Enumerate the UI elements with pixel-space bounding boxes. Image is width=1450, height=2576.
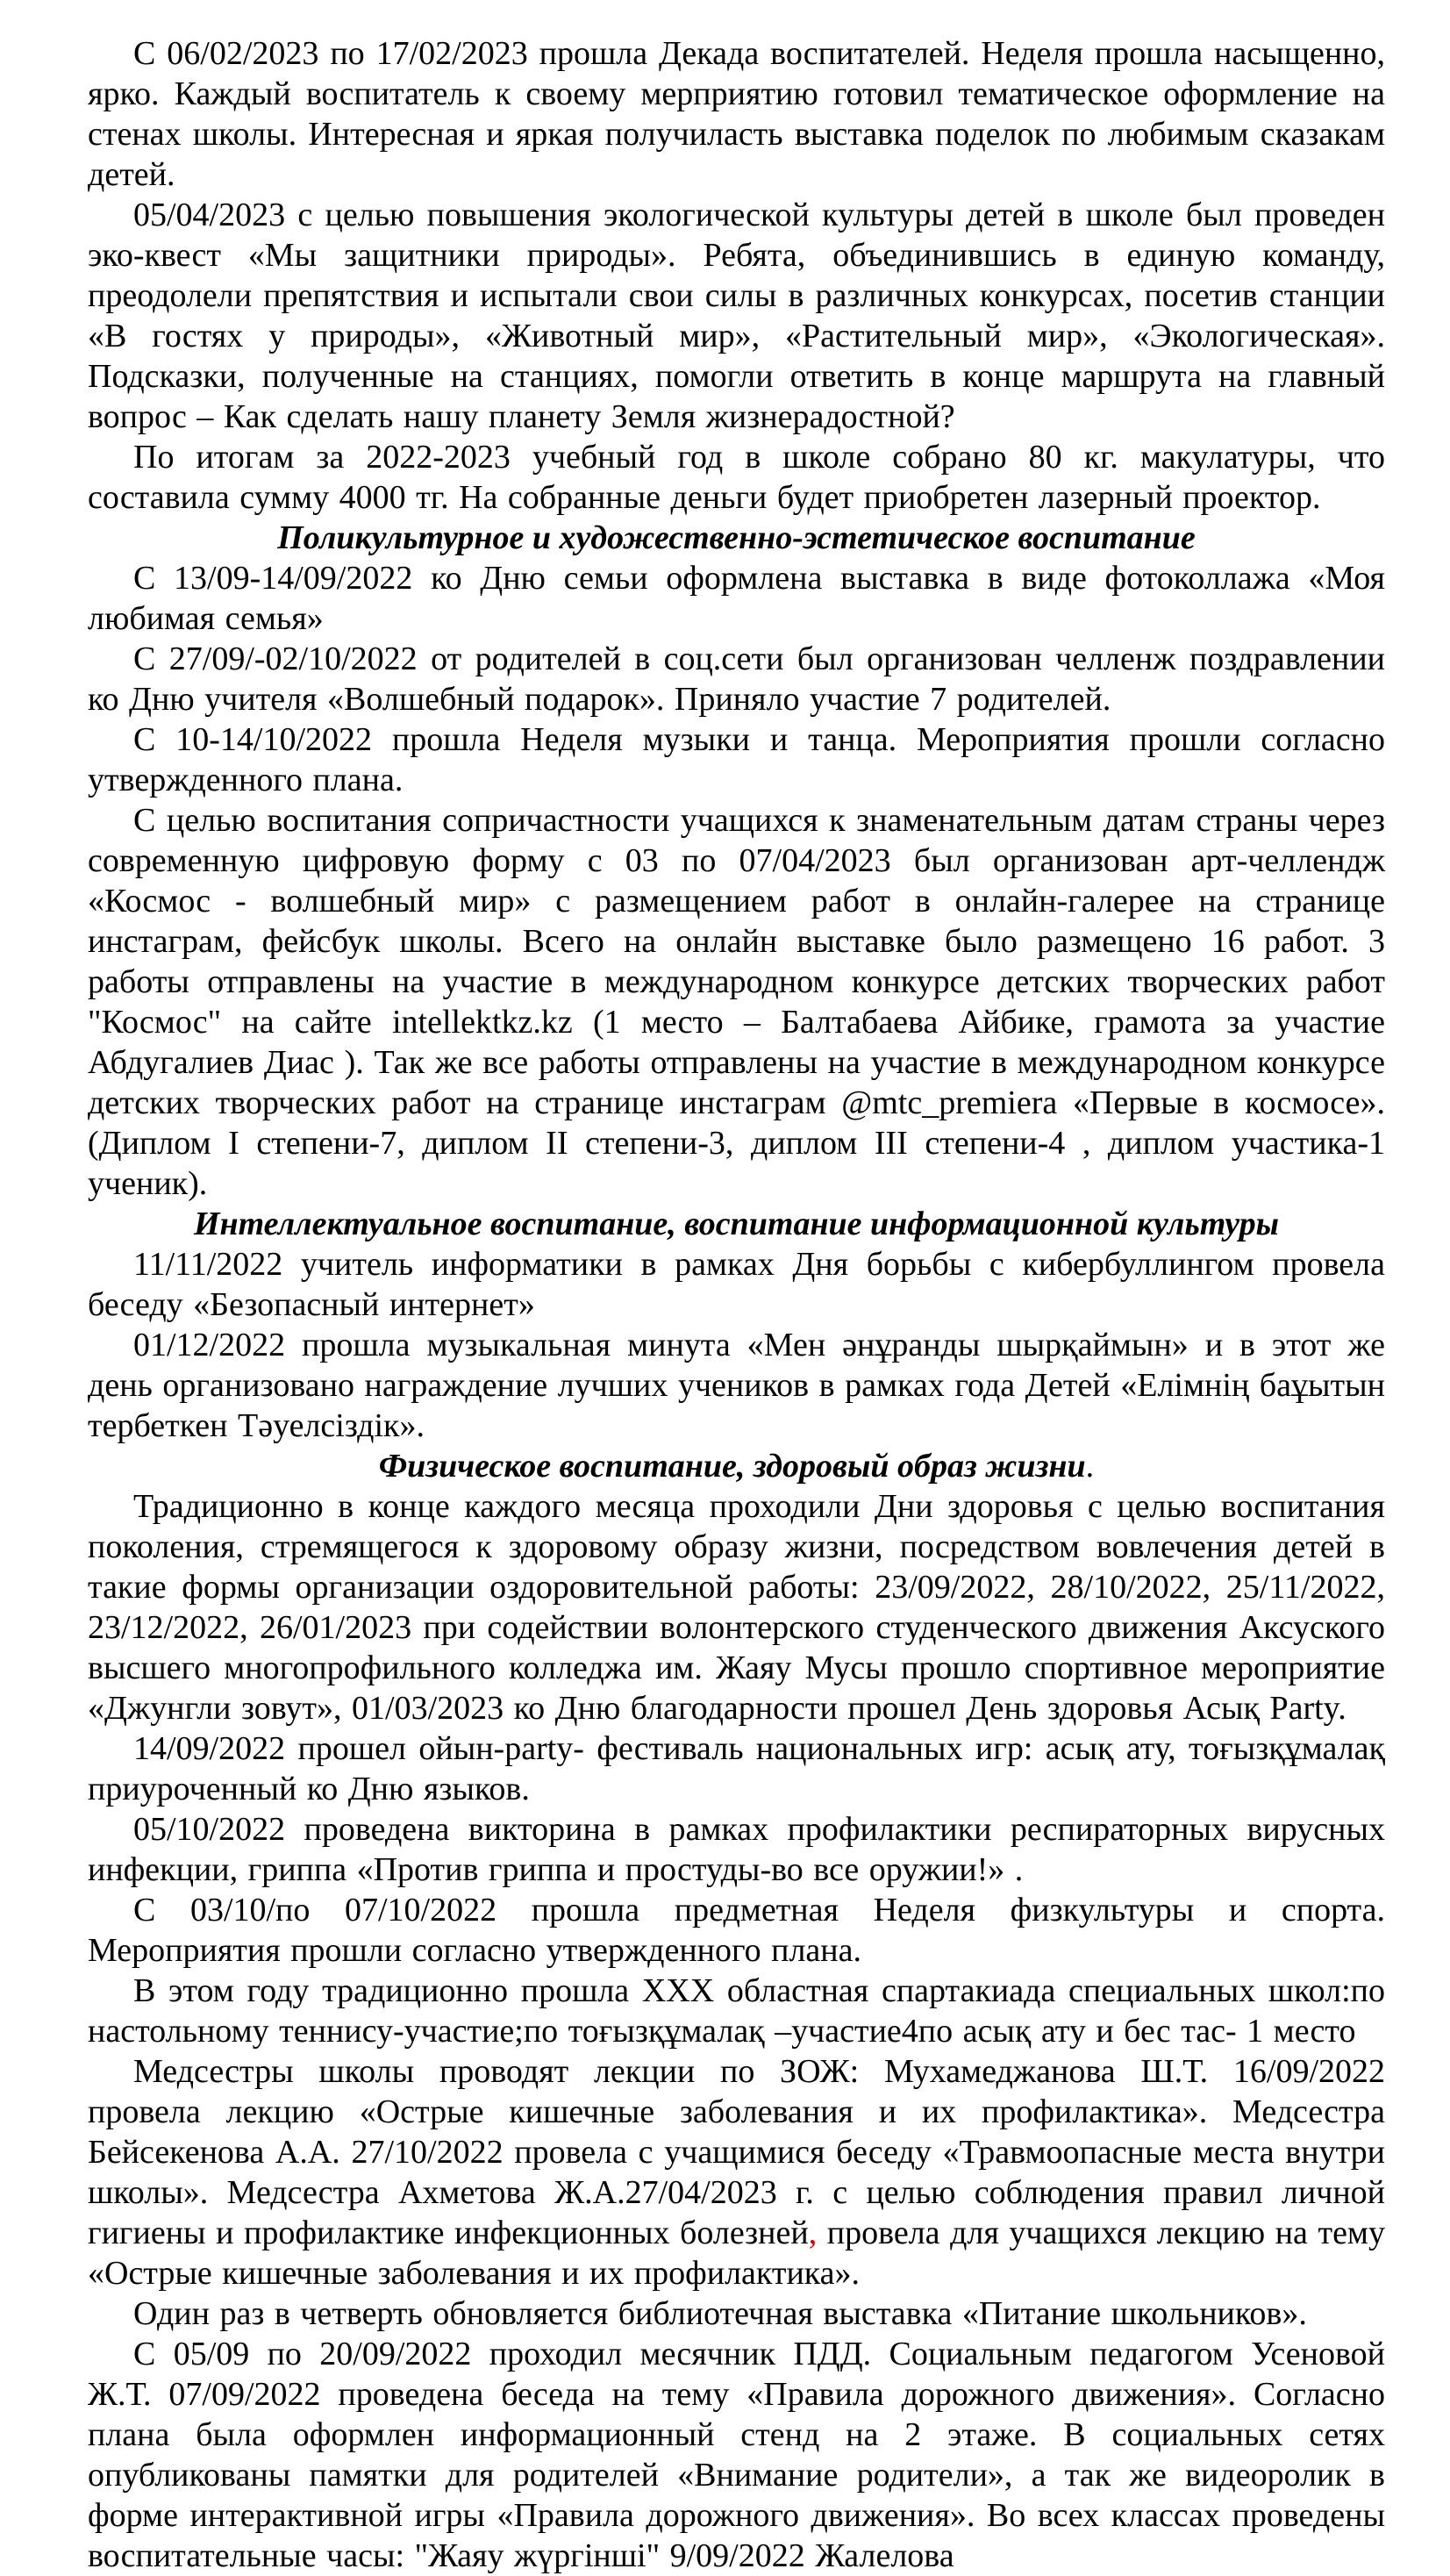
- section-heading-polycultural: Поликультурное и художественно-эстетическое воспитание: [277, 519, 1196, 556]
- paragraph-spartakiad: В этом году традиционно прошла XXX областная спартакиада специальных школ:по настольному теннису-участие;по тоғызқұмалақ –участие4по асық ату и бес тас- 1 место: [88, 1972, 1385, 2050]
- paragraph-health-days: Традиционно в конце каждого месяца проходили Дни здоровья с целью воспитания поколения, стремящегося к здоровому образу жизни, посредством вовлечения детей в такие формы организации оздоровительной работы: 23/09/2022, 28/10/2022, 25/11/2022, 23/12/2022, 26/01/2023 при содействии волонтерского студенческого движения Аксуского высшего многопрофильного колледжа им. Жаяу Мусы прошло спортивное мероприятие «Джунгли зовут», 01/03/2023 ко Дню благодарности прошел День здоровья Асық Party.: [88, 1488, 1385, 1727]
- paragraph-school-nurses: [88, 2051, 1385, 2293]
- paragraph-teachers-day-challenge: С 27/09/-02/10/2022 от родителей в соц.сети был организован челленж поздравлении ко Дню учителя «Волшебный подарок». Приняло участие 7 родителей.: [88, 640, 1385, 718]
- paragraph-music-dance-week: С 10-14/10/2022 прошла Неделя музыки и танца. Мероприятия прошли согласно утвержденного плана.: [88, 721, 1385, 798]
- nurses-text-part1: Медсестры школы проводят лекции по ЗОЖ: Мухамеджанова Ш.Т. 16/09/2022 провела лекцию «Острые кишечные заболевания и их профилактика». Медсестра Бейсекенова А.А. 27/10/2022 провела с учащимися беседу «Травмоопасные места внутри школы». Медсестра Ахметова Ж.А.27/04/2023 г. с целью соблюдения правил личной гигиены и профилактике инфекционных болезней: [88, 2053, 1385, 2251]
- section-heading-physical: [88, 1446, 1385, 1486]
- heading-physical-period: .: [1085, 1448, 1095, 1485]
- paragraph-cyberbullying-talk: 11/11/2022 учитель информатики в рамках Дня борьбы с кибербуллингом провела беседу «Безопасный интернет»: [88, 1246, 1385, 1323]
- paragraph-flu-quiz: 05/10/2022 проведена викторина в рамках профилактики респираторных вирусных инфекции, гриппа «Против гриппа и простуды-во все оружии!» .: [88, 1811, 1385, 1888]
- paragraph-oiyn-party-festival: 14/09/2022 прошел ойын-party- фестиваль национальных игр: асық ату, тоғызқұмалақ приуроченный ко Дню языков.: [88, 1730, 1385, 1807]
- paragraph-pe-week: С 03/10/по 07/10/2022 прошла предметная Неделя физкультуры и спорта. Мероприятия прошли согласно утвержденного плана.: [88, 1892, 1385, 1969]
- paragraph-library-exhibit: Один раз в четверть обновляется библиотечная выставка «Питание школьников».: [133, 2295, 1307, 2332]
- paragraph-recycling-results: По итогам за 2022-2023 учебный год в школе собрано 80 кг. макулатуры, что составила сумму 4000 тг. На собранные деньги будет приобретен лазерный проектор.: [88, 439, 1385, 516]
- section-heading-intellectual: Интеллектуальное воспитание, воспитание информационной культуры: [193, 1206, 1280, 1242]
- red-comma: ,: [808, 2215, 818, 2251]
- paragraph-eco-quest: 05/04/2023 с целью повышения экологической культуры детей в школе был проведен эко-квест «Мы защитники природы». Ребята, объединившись в единую команду, преодолели препятствия и испытали свои силы в различных конкурсах, посетив станции «В гостях у природы», «Животный мир», «Растительный мир», «Экологическая». Подсказки, полученные на станциях, помогли ответить в конце маршрута на главный вопрос – Как сделать нашу планету Земля жизнерадостной?: [88, 197, 1385, 435]
- paragraph-family-day-collage: С 13/09-14/09/2022 ко Дню семьи оформлена выставка в виде фотоколлажа «Моя любимая семья»: [88, 560, 1385, 637]
- paragraph-road-safety-month: С 05/09 по 20/09/2022 проходил месячник ПДД. Социальным педагогом Усеновой Ж.Т. 07/09/2022 проведена беседа на тему «Правила дорожного движения». Согласно плана была оформлен информационный стенд на 2 этаже. В социальных сетях опубликованы памятки для родителей «Внимание родители», а так же видеоролик в форме интерактивной игры «Правила дорожного движения». Во всех классах проведены воспитательные часы: "Жаяу жүргінші" 9/09/2022 Жалелова: [88, 2336, 1385, 2574]
- paragraph-musical-minute: 01/12/2022 прошла музыкальная минута «Мен әнұранды шырқаймын» и в этот же день организовано награждение лучших учеников в рамках года Детей «Елімнің баұытын тербеткен Тәуелсіздік».: [88, 1327, 1385, 1444]
- paragraph-decade-of-educators: С 06/02/2023 по 17/02/2023 прошла Декада воспитателей. Неделя прошла насыщенно, ярко. Каждый воспитатель к своему мерприятию готовил тематическое оформление на стенах школы. Интересная и яркая получиласть выставка поделок по любимым сказакам детей.: [88, 35, 1385, 193]
- nurses-text-part2: провела для учащихся лекцию на тему «Острые кишечные заболевания и их профилактика».: [88, 2215, 1385, 2292]
- paragraph-space-art-challenge: С целью воспитания сопричастности учащихся к знаменательным датам страны через современную цифровую форму с 03 по 07/04/2023 был организован арт-челлендж «Космос - волшебный мир» с размещением работ в онлайн-галерее на странице инстаграм, фейсбук школы. Всего на онлайн выставке было размещено 16 работ. 3 работы отправлены на участие в международном конкурсе детских творческих работ "Космос" на сайте intellektkz.kz (1 место – Балтабаева Айбике, грамота за участие Абдугалиев Диас ). Так же все работы отправлены на участие в международном конкурсе детских творческих работ на странице инстаграм @mtc_premiera «Первые в космосе». (Диплом I степени-7, диплом II степени-3, диплом III степени-4 , диплом участика-1 ученик).: [88, 802, 1385, 1202]
- heading-physical-text: Физическое воспитание, здоровый образ жизни: [378, 1448, 1086, 1485]
